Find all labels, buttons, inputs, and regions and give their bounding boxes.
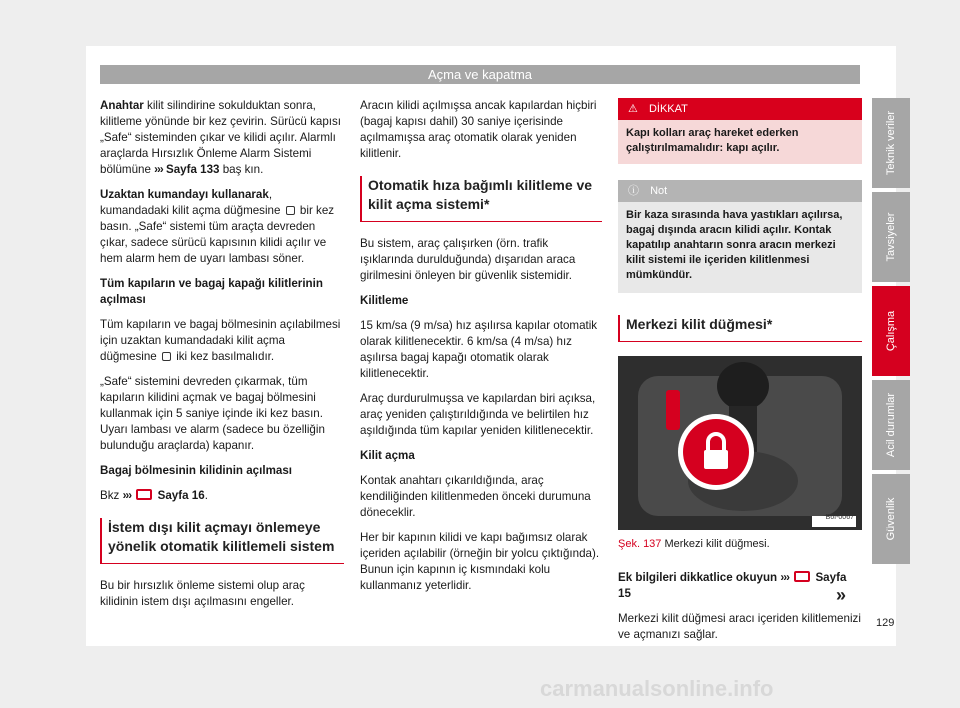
all-doors-text-b: iki kez basılmalıdır. (176, 350, 275, 363)
tab-recommendations[interactable]: Tavsiyeler (872, 192, 910, 282)
caption-label: Şek. 137 (618, 538, 662, 550)
page-header: Açma ve kapatma (100, 65, 860, 84)
warning-box (618, 98, 862, 164)
figure-caption (618, 536, 862, 552)
lock-button-small (666, 390, 680, 430)
book-icon (794, 571, 810, 582)
paragraph-speed-system: Bu sistem, araç çalışırken (örn. trafik ışıklarında durulduğunda) dışarıdan araca girilmesini önleyen bir güvenlik sistemidir. (360, 237, 576, 282)
paragraph-restart: Araç durdurulmuşsa ve kapılardan biri açıksa, araç yeniden çalıştırıldığında ve belirtilen hız aşıldığında tüm kapılar yeniden kilitlenecektir. (360, 392, 596, 437)
console-illustration (618, 356, 862, 530)
section-heading: İstem dışı kilit açmayı önlemeye yönelik otomatik kilitlemeli sistem (100, 518, 344, 564)
heading-all-doors: Tüm kapıların ve bagaj kapağı kilitlerinin açılması (100, 277, 323, 306)
warning-header (618, 98, 862, 120)
paragraph-antitheft: Bu bir hırsızlık önleme sistemi olup araç kilidinin istem dışı açılmasını engeller. (100, 579, 305, 608)
paragraph-remote (100, 187, 344, 267)
paragraph-trunk (100, 488, 344, 504)
read-more-text: Ek bilgileri dikkatlice okuyun (618, 571, 778, 584)
continue-marker: » (836, 585, 847, 605)
tab-operation[interactable]: Çalışma (872, 286, 910, 376)
caption-text: Merkezi kilit düğmesi. (664, 538, 770, 550)
heading-locking: Kilitleme (360, 294, 409, 307)
book-icon (136, 489, 152, 500)
trunk-prefix: Bkz (100, 489, 123, 502)
figure-code: B6I-0067 (825, 514, 854, 521)
paragraph-read-more (618, 570, 862, 602)
note-title: Not (650, 185, 668, 197)
ref-arrow: ››› (154, 163, 163, 176)
section-heading: Otomatik hıza bağımlı kilitleme ve kilit açma sistemi* (360, 176, 602, 222)
tab-emergencies[interactable]: Acil durumlar (872, 380, 910, 470)
key-label: Anahtar (100, 99, 144, 112)
paragraph-safe: „Safe“ sistemini devreden çıkarmak, tüm kapıların kilidini açmak ve bagaj bölmesini kullanmak için 5 saniye içinde iki kez basın. Uyarı lambası ve alarm (sadece bu özelliğin bulunduğu araçlarda) kapanır. (100, 375, 325, 452)
warning-title: DİKKAT (648, 103, 688, 115)
warning-text: Kapı kolları araç hareket ederken çalıştırılmamalıdır: kapı açılır. (626, 127, 799, 154)
tab-technical-data[interactable]: Teknik veriler (872, 98, 910, 188)
column-2 (360, 98, 602, 603)
page-ref-link[interactable]: Sayfa 15 (618, 571, 847, 600)
watermark: carmanualsonline.info (540, 676, 774, 701)
paragraph-locking: 15 km/sa (9 m/sa) hız aşılırsa kapılar otomatik olarak kilitlenecektir. 6 km/sa (4 m/sa) hız aşılırsa bagaj kapağı otomatik olarak kilitlenecektir. (360, 319, 598, 380)
column-1 (100, 98, 344, 619)
heading-trunk: Bagaj bölmesinin kilidinin açılması (100, 464, 292, 477)
page-number: 129 (876, 617, 895, 629)
paragraph-unlocking: Kontak anahtarı çıkarıldığında, araç kendiliğinden kilitlenmeden önceki durumuna döneceklir. (360, 474, 591, 519)
key-text: kilit silindirine sokulduktan sonra, kilitleme yönünde bir kez çevirin. Sürücü kapısı „Safe“ sisteminden çıkar ve kilidi açılır. Alarmlı araçlarda Hırsızlık Önleme Alarm Sistemi bölümüne (100, 99, 342, 176)
paragraph-button-desc: Merkezi kilit düğmesi aracı içeriden kilitlemenizi ve açmanızı sağlar. (618, 612, 861, 641)
warning-triangle-icon: ⚠ (628, 103, 638, 115)
note-text: Bir kaza sırasında hava yastıkları açılırsa, bagaj dışında aracın kilidi açılır. Kontak kapatılıp anahtarın sonra aracın merkezi kilit sistemi ile içeriden kilitlenmesi mümkündür. (626, 209, 843, 281)
section-heading: Merkezi kilit düğmesi* (618, 315, 862, 342)
all-doors-text-a: Tüm kapıların ve bagaj bölmesinin açılabilmesi için uzaktan kumandadaki kilit açma düğmesine (100, 318, 341, 363)
info-icon: ⓘ (628, 185, 639, 197)
tab-safety[interactable]: Güvenlik (872, 474, 910, 564)
page-ref-link[interactable]: Sayfa 16 (157, 489, 205, 502)
remote-label: Uzaktan kumandayı kullanarak (100, 188, 269, 201)
paragraph-relock: Aracın kilidi açılmışsa ancak kapılardan hiçbiri (bagaj kapısı dahil) 30 saniye içerisinde açılmamışsa araç otomatik olarak yeniden kilitlenir. (360, 99, 597, 160)
key-text-end: baş kın. (219, 163, 264, 176)
paragraph-key (100, 98, 344, 178)
figure-central-lock (618, 356, 862, 530)
note-header (618, 180, 862, 202)
note-box (618, 180, 862, 293)
remote-text-a: , kumandadaki kilit açma düğmesine (100, 188, 281, 217)
column-3 (618, 98, 862, 652)
paragraph-all-doors (100, 317, 344, 365)
chapter-tabs (872, 98, 910, 568)
ref-arrow: ››› (780, 571, 789, 584)
remote-text-b: bir kez basın. „Safe“ sistemi tüm araçta devreden çıkar, sadece sürücü kapısının kilidi açılır ve hem alarm hem de uyarı lambası söner. (100, 204, 335, 265)
page-ref-link[interactable]: Sayfa 133 (162, 163, 220, 176)
trunk-end: . (204, 489, 208, 502)
heading-unlocking: Kilit açma (360, 449, 415, 462)
unlock-icon (162, 352, 171, 361)
unlock-icon (286, 206, 295, 215)
ref-arrow: ››› (122, 489, 132, 502)
paragraph-inner-handle: Her bir kapının kilidi ve kapı bağımsız olarak içeriden açılabilir (örneğin bir yolcu çıktığında). Bunun için kapının iç kısmındaki kolu kullanmanız yeterlidir. (360, 531, 600, 592)
